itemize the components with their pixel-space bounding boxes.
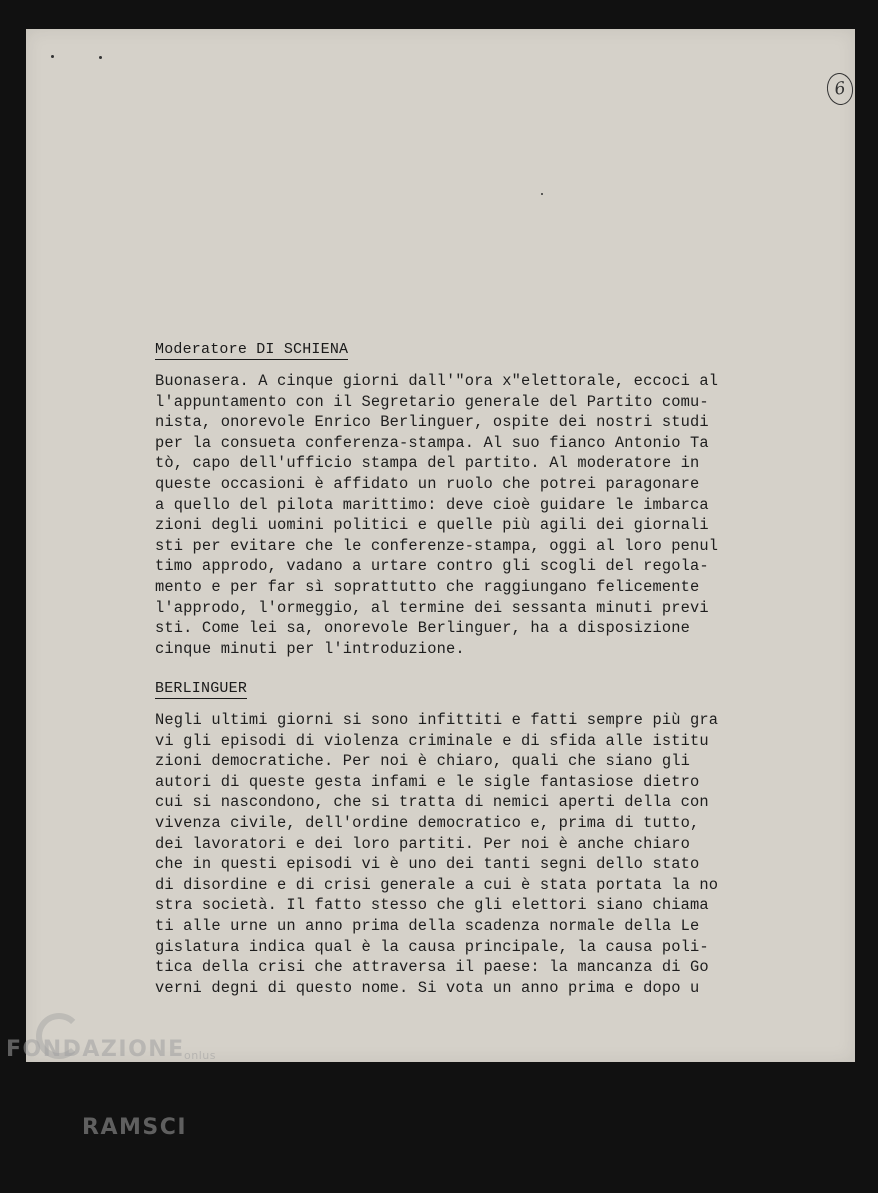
text-line: l'appuntamento con il Segretario generale del Partito comu- <box>155 392 709 411</box>
text-line: tò, capo dell'ufficio stampa del partito. Al moderatore in <box>155 454 700 473</box>
text-line: sti. Come lei sa, onorevole Berlinguer, ha a disposizione <box>155 619 690 638</box>
watermark-sub: onlus <box>184 1049 216 1062</box>
paper-speck <box>51 55 54 58</box>
text-line: stra società. Il fatto stesso che gli elettori siano chiama <box>155 896 709 915</box>
watermark-line2: RAMSCI <box>82 1115 188 1140</box>
text-line: sti per evitare che le conferenze-stampa, oggi al loro penul <box>155 536 719 555</box>
text-line: tica della crisi che attraversa il paese: la mancanza di Go <box>155 958 709 977</box>
paper-speck <box>541 193 543 195</box>
text-line: autori di queste gesta infami e le sigle fantasiose dietro <box>155 772 700 791</box>
text-line: ti alle urne un anno prima della scadenza normale della Le <box>155 916 700 935</box>
watermark-line1: FONDAZIONE <box>6 1037 185 1062</box>
text-line: cinque minuti per l'introduzione. <box>155 639 465 658</box>
page-number: 6 <box>825 71 855 106</box>
text-line: l'approdo, l'ormeggio, al termine dei sessanta minuti previ <box>155 598 709 617</box>
text-line: a quello del pilota marittimo: deve cioè guidare le imbarca <box>155 495 709 514</box>
text-line: di disordine e di crisi generale a cui è stata portata la no <box>155 875 719 894</box>
text-line: mento e per far sì soprattutto che raggiungano felicemente <box>155 577 700 596</box>
watermark-logo <box>6 985 216 1193</box>
text-line: Buonasera. A cinque giorni dall'"ora x"elettorale, eccoci al <box>155 372 719 390</box>
speaker-heading-berlinguer: BERLINGUER <box>155 680 248 697</box>
text-line: per la consueta conferenza-stampa. Al suo fianco Antonio Ta <box>155 433 709 452</box>
moderator-paragraph <box>155 371 718 659</box>
text-line: verni degni di questo nome. Si vota un anno prima e dopo u <box>155 978 700 997</box>
text-line: zioni degli uomini politici e quelle più agili dei giornali <box>155 516 709 535</box>
text-line: zioni democratiche. Per noi è chiaro, quali che siano gli <box>155 752 690 771</box>
text-line: queste occasioni è affidato un ruolo che potrei paragonare <box>155 474 700 493</box>
text-line: dei lavoratori e dei loro partiti. Per noi è anche chiaro <box>155 834 690 853</box>
text-line: gislatura indica qual è la causa principale, la causa poli- <box>155 937 709 956</box>
text-line: Negli ultimi giorni si sono infittiti e fatti sempre più gra <box>155 711 719 729</box>
berlinguer-paragraph <box>155 710 718 998</box>
text-line: nista, onorevole Enrico Berlinguer, ospite dei nostri studi <box>155 413 709 432</box>
paper-speck <box>99 56 102 59</box>
text-line: cui si nascondono, che si tratta di nemici aperti della con <box>155 793 709 812</box>
text-line: vi gli episodi di violenza criminale e di sfida alle istitu <box>155 731 709 750</box>
text-line: timo approdo, vadano a urtare contro gli scogli del regola- <box>155 557 709 576</box>
speaker-heading-moderatore: Moderatore DI SCHIENA <box>155 341 349 358</box>
text-line: che in questi episodi vi è uno dei tanti segni dello stato <box>155 855 700 874</box>
text-line: vivenza civile, dell'ordine democratico e, prima di tutto, <box>155 813 700 832</box>
